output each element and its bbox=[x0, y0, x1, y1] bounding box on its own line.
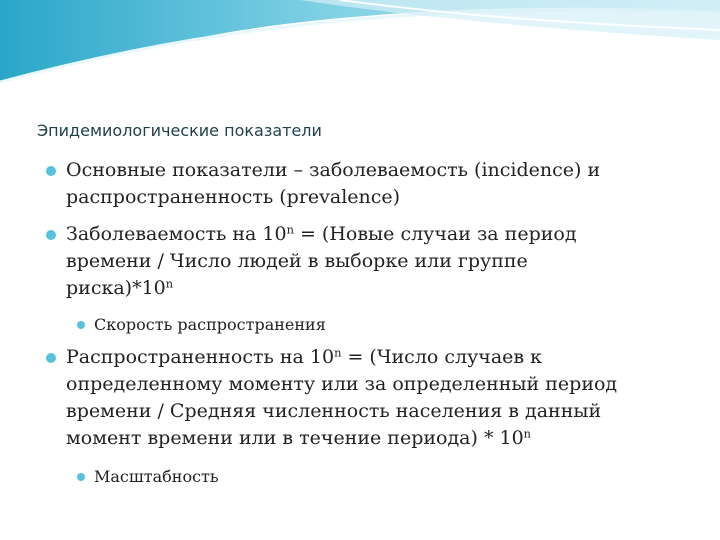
bullet-dot-icon bbox=[77, 473, 85, 481]
bullet-dot-icon bbox=[46, 353, 56, 363]
text-line: определенному моменту или за определенный период bbox=[66, 373, 618, 395]
superscript: n bbox=[286, 222, 294, 237]
bullet-prevalence bbox=[66, 344, 676, 452]
bullet-dot-icon bbox=[46, 166, 56, 176]
bullet-dot-icon bbox=[77, 321, 85, 329]
text-line: Масштабность bbox=[94, 467, 219, 486]
bullet-main-indicators bbox=[66, 157, 676, 211]
text-line: риска)*10$^n$ bbox=[66, 276, 174, 299]
text-line: Распространенность на $10^n$ = (Число случаев к bbox=[66, 345, 543, 368]
sub-bullet-spread-speed bbox=[94, 314, 654, 336]
text-line: Заболеваемость на $10^n$ = (Новые случаи за период bbox=[66, 222, 577, 245]
text-line: Скорость распространения bbox=[94, 315, 326, 334]
bullet-incidence bbox=[66, 221, 676, 302]
text-line: времени / Средняя численность населения в данный bbox=[66, 400, 602, 422]
superscript: n bbox=[334, 345, 342, 360]
superscript: n bbox=[165, 276, 174, 291]
slide-title: Эпидемиологические показатели bbox=[37, 121, 322, 140]
sub-bullet-scale bbox=[94, 466, 654, 488]
text-line: распространенность (prevalence) bbox=[66, 186, 401, 208]
text-line: Основные показатели – заболеваемость (incidence) и bbox=[66, 159, 601, 181]
superscript: n bbox=[523, 426, 532, 441]
bullet-dot-icon bbox=[46, 230, 56, 240]
text-line: момент времени или в течение периода) * 10$^n$ bbox=[66, 426, 532, 449]
text-line: времени / Число людей в выборке или группе bbox=[66, 250, 528, 272]
